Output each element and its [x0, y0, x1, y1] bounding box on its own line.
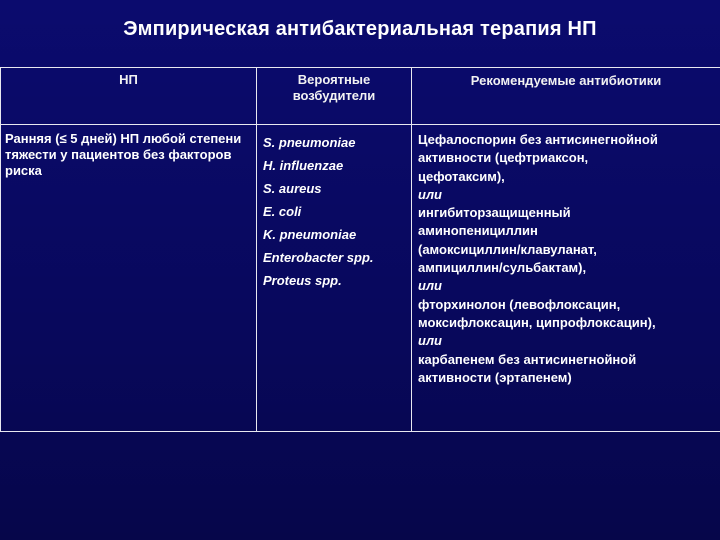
antibiotic-line: Цефалоспорин без антисинегнойной [418, 132, 658, 147]
antibiotic-line: цефотаксим), [418, 168, 505, 184]
pathogen-item: S. pneumoniae [263, 135, 356, 150]
category-cell: Ранняя (≤ 5 дней) НП любой степени тяжести у пациентов без факторов риска [1, 125, 257, 432]
antibiotic-line: ингибиторзащищенный [418, 205, 571, 221]
antibiotic-line: моксифлоксацин, ципрофлоксацин), [418, 314, 656, 330]
pathogen-item: K. pneumoniae [263, 227, 357, 242]
antibiotic-line: аминопенициллин [418, 223, 538, 239]
pathogen-item: S. aureus [263, 181, 322, 196]
table-header-row [1, 68, 720, 125]
antibiotics-cell [412, 125, 720, 432]
antibiotic-line: или [418, 333, 442, 349]
antibiotic-line: или [418, 186, 442, 202]
antibiotic-line: активности (цефтриаксон, [418, 150, 589, 166]
header-antibiotics: Рекомендуемые антибиотики [412, 68, 720, 125]
pathogen-item: H. influenzae [263, 158, 344, 173]
antibiotic-line: ампициллин/сульбактам), [418, 260, 587, 276]
pathogen-item: E. coli [263, 204, 302, 219]
antibiotic-line: фторхинолон (левофлоксацин, [418, 296, 621, 312]
therapy-table [0, 67, 720, 432]
antibiotic-line: (амоксициллин/клавуланат, [418, 241, 597, 257]
table-row [1, 125, 720, 432]
pathogens-cell [257, 125, 412, 432]
antibiotic-line: или [418, 278, 442, 294]
header-np: НП [1, 68, 257, 125]
pathogen-item: Proteus spp. [263, 273, 342, 288]
pathogen-item: Enterobacter spp. [263, 250, 374, 265]
antibiotic-line: активности (эртапенем) [418, 369, 572, 385]
header-pathogens: Вероятные возбудители [257, 68, 412, 125]
antibiotic-line: карбапенем без антисинегнойной [418, 351, 637, 367]
slide-title: Эмпирическая антибактериальная терапия НП [123, 18, 597, 40]
